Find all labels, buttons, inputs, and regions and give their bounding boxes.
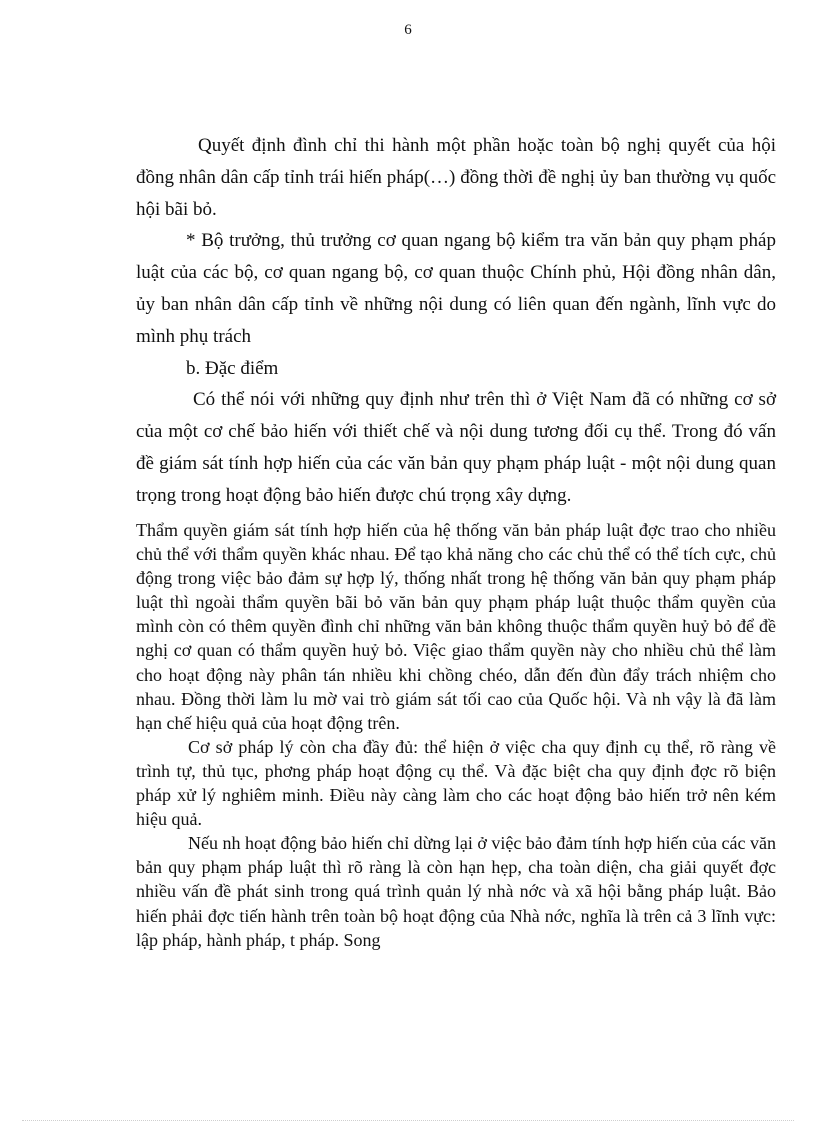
page-bottom-divider bbox=[22, 1120, 794, 1121]
document-body-lower bbox=[136, 518, 776, 952]
document-body-upper bbox=[136, 130, 776, 512]
paragraph-scope: Nếu nh hoạt động bảo hiến chỉ dừng lại ở việc bảo đảm tính hợp hiến của các văn bản quy phạm pháp luật thì rõ ràng là còn hạn hẹp, cha toàn diện, cha giải quyết đợc nhiều vấn đề phát sinh trong quá trình quản lý nhà nớc và xã hội bằng pháp luật. Bảo hiến phải đợc tiến hành trên toàn bộ hoạt động của Nhà nớc, nghĩa là trên cả 3 lĩnh vực: lập pháp, hành pháp, t pháp. Song bbox=[136, 833, 776, 950]
paragraph-suspension-decision: Quyết định đình chỉ thi hành một phần hoặc toàn bộ nghị quyết của hội đồng nhân dân cấp tỉnh trái hiến pháp(…) đồng thời đề nghị ủy ban thường vụ quốc hội bãi bỏ. bbox=[136, 135, 776, 220]
paragraph-legal-basis: Cơ sở pháp lý còn cha đầy đủ: thể hiện ở việc cha quy định cụ thể, rõ ràng về trình tự, thủ tục, phơng pháp hoạt động cụ thể. Và đặc biệt cha quy định đợc rõ biện pháp xử lý nghiêm minh. Điều này càng làm cho các hoạt động bảo hiến trở nên kém hiệu quả. bbox=[136, 736, 776, 830]
page-number: 6 bbox=[404, 22, 412, 38]
paragraph-constitutional-protection: Có thể nói với những quy định như trên thì ở Việt Nam đã có những cơ sở của một cơ chế bảo hiến với thiết chế và nội dung tương đối cụ thể. Trong đó vấn đề giám sát tính hợp hiến của các văn bản quy phạm pháp luật - một nội dung quan trọng trong hoạt động bảo hiến được chú trọng xây dựng. bbox=[136, 389, 776, 506]
paragraph-ministers-review: * Bộ trưởng, thủ trưởng cơ quan ngang bộ kiểm tra văn bản quy phạm pháp luật của các bộ, cơ quan ngang bộ, cơ quan thuộc Chính phủ, Hội đồng nhân dân, ủy ban nhân dân cấp tỉnh về những nội dung có liên quan đến ngành, lĩnh vực do mình phụ trách bbox=[136, 230, 776, 347]
section-heading-characteristics: b. Đặc điểm bbox=[186, 357, 279, 379]
paragraph-supervision-authority: Thẩm quyền giám sát tính hợp hiến của hệ thống văn bản pháp luật đợc trao cho nhiều chủ thể với thẩm quyền khác nhau. Để tạo khả năng cho các chủ thể có thể tích cực, chủ động trong việc bảo đảm sự hợp lý, thống nhất trong hệ thống văn bản quy phạm pháp luật thì ngoài thẩm quyền bãi bỏ văn bản quy phạm pháp luật thuộc thẩm quyền của mình còn có thêm quyền đình chỉ những văn bản không thuộc thẩm quyền huỷ bỏ để đề nghị cơ quan có thẩm quyền huỷ bỏ. Việc giao thẩm quyền này cho nhiều chủ thể làm cho hoạt động này phân tán nhiều khi chồng chéo, dẫn đến đùn đẩy trách nhiệm cho nhau. Đồng thời làm lu mờ vai trò giám sát tối cao của Quốc hội. Và nh vậy là đã làm hạn chế hiệu quả của hoạt động trên. bbox=[136, 520, 776, 733]
